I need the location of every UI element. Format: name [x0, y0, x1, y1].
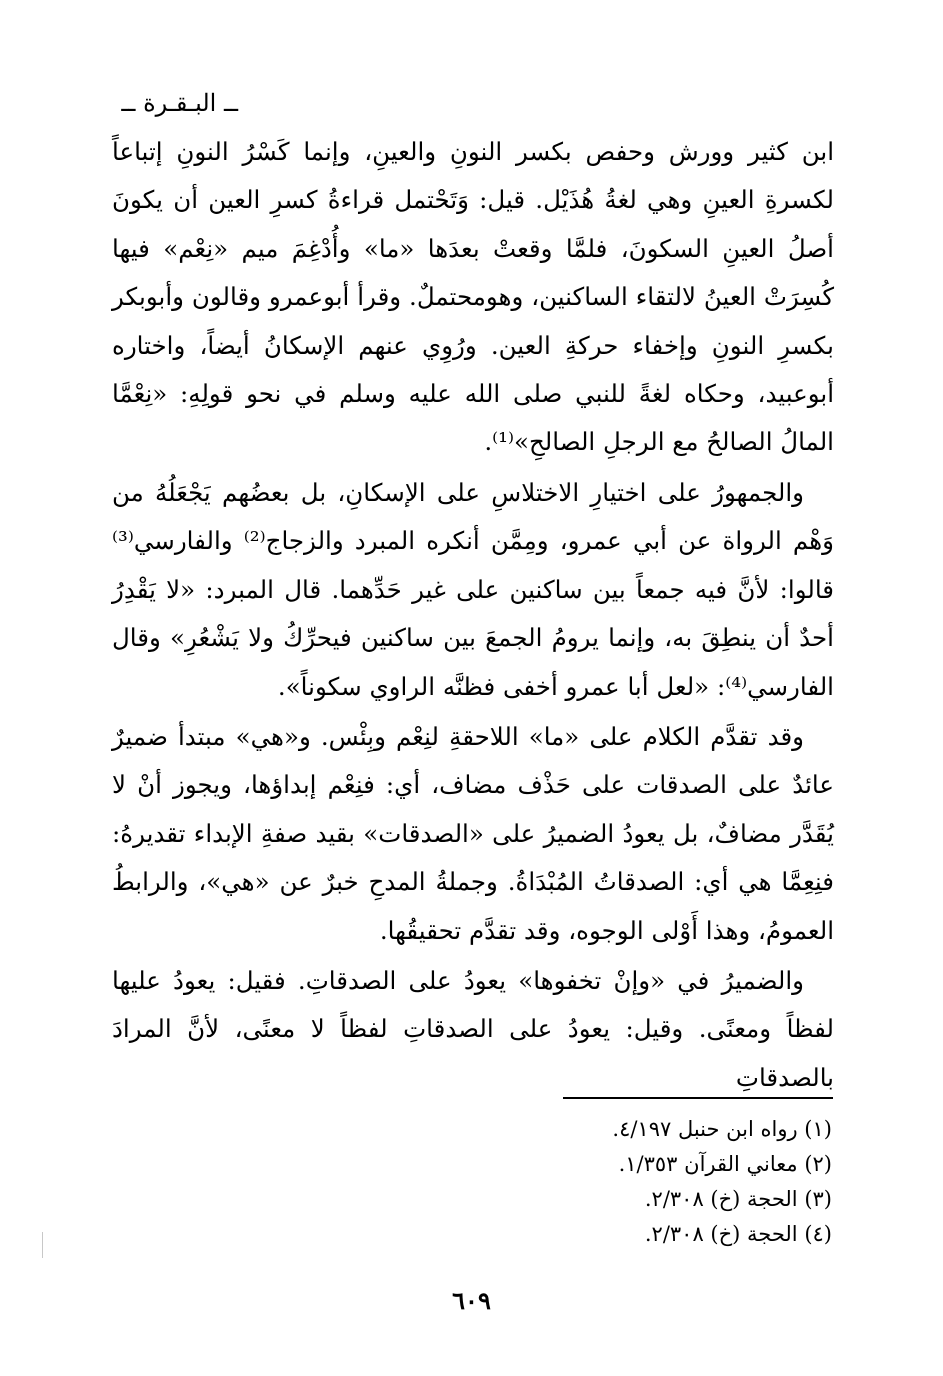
paragraph-3: وقد تقدَّم الكلام على «ما» اللاحقةِ لنِعْم وبِئْس. و«هي» مبتدأ ضميرٌ عائدٌ على الصدقات على حَذْف مضاف، أي: فنِعْم إبداؤها، ويجوز أنْ لا يُقَدَّر مضافٌ، بل يعودُ الضميرُ على «الصدقات» بقيد صفةِ الإبداء تقديرهُ: فنِعِمَّا هي أي: الصدقاتُ المُبْدَاةُ. وجملةُ المدحِ خبرٌ عن «هي»، والرابطُ العمومُ، وهذا أَوْلى الوجوه، وقد تقدَّم تحقيقُها.: [112, 722, 834, 945]
paragraph-1: ابن كثير وورش وحفص بكسر النونِ والعينِ، وإنما كَسْرُ النونِ إتباعاً لكسرةِ العينِ وهي لغةُ هُذَيْل. قيل: وَتَحْتمل قراءةُ كسرِ العين أن يكونَ أصلُ العينِ السكونَ، فلمَّا وقعتْ بعدَها «ما» وأُدْغِمَ ميم «نِعْم» فيها كُسِرَتْ العينُ لالتقاء الساكنين، وهومحتملٌ. وقرأ أبوعمرو وقالون وأبوبكر بكسرِ النونِ وإخفاء حركةِ العين. ورُوِي عنهم الإسكانُ أيضاً، واختاره أبوعبيد، وحكاه لغةً للنبي صلى الله عليه وسلم في نحو قولِهِ: «نِعْمَّا المالُ الصالحُ مع الرجلِ الصالحِ»⁽¹⁾.: [112, 137, 834, 457]
running-header: ــ البـقـرة ــ: [121, 89, 238, 117]
footnote-3: (٣) الحجة (خ) ٢/٣٠٨.: [644, 1187, 832, 1211]
footnote-1: (١) رواه ابن حنبل ٤/١٩٧.: [612, 1117, 832, 1141]
footnote-4: (٤) الحجة (خ) ٢/٣٠٨.: [644, 1222, 832, 1246]
paragraph-4: والضميرُ في «وإنْ تخفوها» يعودُ على الصدقاتِ. فقيل: يعودُ عليها لفظاً ومعنًى. وقيل: يعودُ على الصدقاتِ لفظاً لا معنًى، لأنَّ المرادَ بالصدقاتِ: [112, 966, 834, 1092]
footnote-2: (٢) معاني القرآن ١/٣٥٣.: [618, 1152, 832, 1176]
footnote-separator: [563, 1097, 833, 1099]
scan-margin-mark: [42, 1232, 43, 1258]
page-number: ٦٠٩: [452, 1286, 491, 1315]
footnotes-list: [420, 1112, 832, 1252]
paragraph-2: والجمهورُ على اختيارِ الاختلاسِ على الإسكانِ، بل بعضُهم يَجْعَلُهُ من وَهْم الرواة عن أبي عمرو، ومِمَّن أنكره المبرد والزجاج⁽²⁾ والفارسي⁽³⁾ قالوا: لأنَّ فيه جمعاً بين ساكنين على غير حَدِّهما. قال المبرد: «لا يَقْدِرُ أحدٌ أن ينطِقَ به، وإنما يرومُ الجمعَ بين ساكنين فيحرِّكُ ولا يَشْعُرِ» وقال الفارسي⁽⁴⁾: «لعل أبا عمرو أخفى فظنَّه الراوي سكوناً».: [112, 478, 834, 701]
